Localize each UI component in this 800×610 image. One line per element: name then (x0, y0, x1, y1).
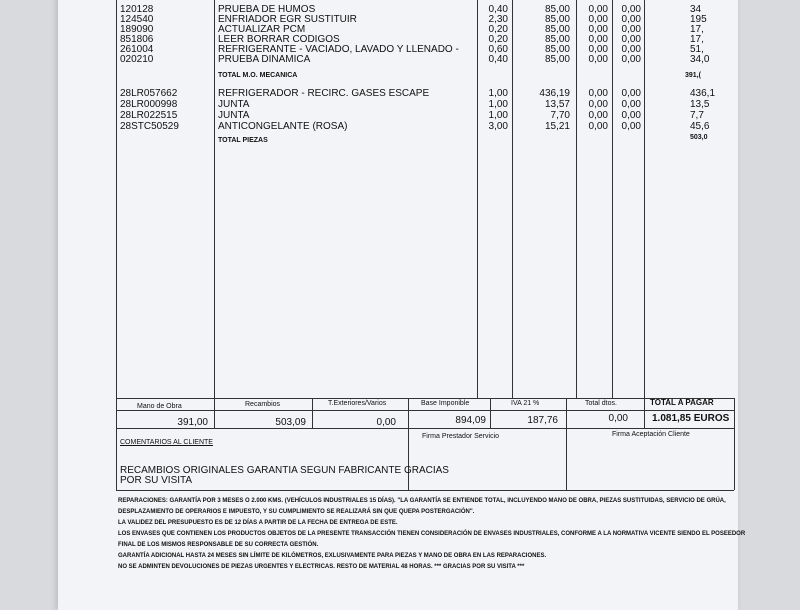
item-description: ENFRIADOR EGR SUSTITUIR (218, 14, 357, 25)
summary-divider (734, 398, 735, 490)
summary-divider (116, 398, 117, 490)
item-discount: 0,00 (588, 99, 608, 110)
item-total: 17, (690, 24, 704, 35)
column-divider (116, 0, 117, 398)
item-price: 7,70 (550, 110, 570, 121)
item-total: 7,7 (690, 110, 704, 121)
comment-text-line-1: RECAMBIOS ORIGINALES GARANTIA SEGUN FABRICANTE GRACIAS (120, 465, 449, 476)
item-price: 13,57 (544, 99, 570, 110)
column-divider (576, 0, 577, 398)
item-discount-2: 0,00 (621, 88, 641, 99)
summary-bottom-line (116, 428, 734, 429)
item-code: 28LR022515 (120, 110, 178, 121)
value-iva: 187,76 (527, 415, 558, 426)
item-total: 45,6 (690, 121, 710, 132)
header-total-dtos: Total dtos. (585, 400, 617, 407)
item-quantity: 0,20 (488, 34, 508, 45)
item-total: 51, (690, 44, 704, 55)
item-total: 436,1 (690, 88, 716, 99)
item-description: REFRIGERADOR - RECIRC. GASES ESCAPE (218, 88, 430, 99)
item-discount-2: 0,00 (621, 14, 641, 25)
summary-divider (490, 398, 491, 428)
item-total: 13,5 (690, 99, 710, 110)
summary-mid-line (116, 410, 734, 411)
item-description: ANTICONGELANTE (ROSA) (218, 121, 348, 132)
column-divider (214, 0, 215, 398)
column-divider (644, 0, 645, 398)
item-discount-2: 0,00 (621, 4, 641, 15)
column-divider (512, 0, 513, 398)
item-code: 189090 (120, 24, 154, 35)
item-description: LEER BORRAR CODIGOS (218, 34, 340, 45)
item-price: 436,19 (539, 88, 570, 99)
summary-divider (214, 398, 215, 428)
header-exteriores: T.Exteriores/Varios (328, 400, 387, 407)
item-discount: 0,00 (588, 24, 608, 35)
item-total: 17, (690, 34, 704, 45)
item-quantity: 1,00 (488, 110, 508, 121)
item-price: 85,00 (544, 44, 570, 55)
item-price: 15,21 (544, 121, 570, 132)
footer-line: GARANTÍA ADICIONAL HASTA 24 MESES SIN LÍMITE DE KILÓMETROS, EXLUSIVAMENTE PARA PIEZAS Y MANO DE OBRA EN LAS REPARACIONES. (118, 553, 547, 559)
summary-divider (566, 398, 567, 490)
item-discount: 0,00 (588, 121, 608, 132)
item-description: REFRIGERANTE - VACIADO, LAVADO Y LLENADO - (218, 44, 459, 55)
item-discount: 0,00 (588, 110, 608, 121)
item-quantity: 1,00 (488, 99, 508, 110)
comments-bottom-line (116, 490, 734, 491)
total-mo-value: 391,( (685, 72, 701, 79)
footer-line: LOS ENVASES QUE CONTIENEN LOS PRODUCTOS OBJETOS DE LA PRESENTE TRANSACCIÓN TIENEN CONSIDERACIÓN DE ENVASES INDUSTRIALES, CONFORME A LA NORMATIVA VICENTE SIENDO EL POSEEDOR (118, 531, 746, 537)
item-discount: 0,00 (588, 34, 608, 45)
value-base-imponible: 894,09 (455, 415, 486, 426)
value-exteriores: 0,00 (376, 417, 396, 428)
comentarios-label: COMENTARIOS AL CLIENTE (120, 439, 213, 446)
item-price: 85,00 (544, 4, 570, 15)
item-discount-2: 0,00 (621, 24, 641, 35)
item-quantity: 0,20 (488, 24, 508, 35)
item-discount: 0,00 (588, 4, 608, 15)
summary-divider (644, 398, 645, 428)
header-total-a-pagar: TOTAL A PAGAR (650, 398, 714, 407)
item-price: 85,00 (544, 14, 570, 25)
footer-line: NO SE ADMINTEN DEVOLUCIONES DE PIEZAS URGENTES Y ELECTRICAS. RESTO DE MATERIAL 48 HORAS. *** GRACIAS POR SU VISITA *** (118, 564, 525, 570)
item-quantity: 3,00 (488, 121, 508, 132)
item-code: 28LR057662 (120, 88, 178, 99)
item-description: JUNTA (218, 110, 250, 121)
item-price: 85,00 (544, 24, 570, 35)
summary-divider (408, 398, 409, 490)
item-quantity: 0,60 (488, 44, 508, 55)
item-price: 85,00 (544, 54, 570, 65)
item-quantity: 1,00 (488, 88, 508, 99)
item-code: 28LR000998 (120, 99, 178, 110)
value-mano-obra: 391,00 (177, 417, 208, 428)
summary-top-line (116, 398, 734, 399)
value-total-dtos: 0,00 (608, 413, 628, 424)
total-piezas-label: TOTAL PIEZAS (218, 137, 268, 144)
item-total: 195 (690, 14, 707, 25)
item-discount: 0,00 (588, 14, 608, 25)
header-recambios: Recambios (245, 401, 281, 408)
header-iva: IVA 21 % (511, 400, 540, 407)
comment-text-line-2: POR SU VISITA (120, 475, 193, 486)
summary-divider (312, 398, 313, 428)
footer-line: FINAL DE LOS MISMOS RESPONSABLE DE SU CORRECTA GESTIÓN. (118, 542, 319, 548)
footer-line: DESPLAZAMIENTO DE OPERARIOS E IMPUESTO, Y SU CUMPLIMIENTO SE REALIZARÁ SIN QUE QUEPA POSTERGACIÓN". (118, 509, 475, 515)
item-discount-2: 0,00 (621, 54, 641, 65)
footer-line: REPARACIONES: GARANTÍA POR 3 MESES O 2.000 KMS. (VEHÍCULOS INDUSTRIALES 15 DÍAS). "LA GARANTÍA SE ENTIENDE TOTAL, INCLUYENDO MANO DE OBRA, PIEZAS SUSTITUIDAS, SERVICIO DE GRÚA, (118, 498, 726, 504)
item-discount: 0,00 (588, 88, 608, 99)
item-discount-2: 0,00 (621, 34, 641, 45)
item-description: JUNTA (218, 99, 250, 110)
header-base-imponible: Base Imponible (421, 400, 470, 407)
item-code: 020210 (120, 54, 154, 65)
item-total: 34 (690, 4, 702, 15)
item-quantity: 2,30 (488, 14, 508, 25)
item-code: 124540 (120, 14, 154, 25)
item-total: 34,0 (690, 54, 710, 65)
header-mano-obra: Mano de Obra (137, 403, 182, 410)
item-discount: 0,00 (588, 44, 608, 55)
item-discount-2: 0,00 (621, 110, 641, 121)
item-code: 851806 (120, 34, 154, 45)
item-discount-2: 0,00 (621, 99, 641, 110)
item-description: PRUEBA DINAMICA (218, 54, 311, 65)
item-discount: 0,00 (588, 54, 608, 65)
value-total-a-pagar: 1.081,85 EUROS (652, 413, 730, 424)
footer-line: LA VALIDEZ DEL PRESUPUESTO ES DE 12 DÍAS A PARTIR DE LA FECHA DE ENTREGA DE ESTE. (118, 520, 398, 526)
item-quantity: 0,40 (488, 4, 508, 15)
total-mo-label: TOTAL M.O. MECANICA (218, 72, 298, 79)
total-piezas-value: 503,0 (690, 134, 708, 141)
item-quantity: 0,40 (488, 54, 508, 65)
item-price: 85,00 (544, 34, 570, 45)
item-description: ACTUALIZAR PCM (218, 24, 306, 35)
item-description: PRUEBA DE HUMOS (218, 4, 316, 15)
item-code: 261004 (120, 44, 154, 55)
item-discount-2: 0,00 (621, 44, 641, 55)
value-recambios: 503,09 (275, 417, 306, 428)
firma-prestador-label: Firma Prestador Servicio (422, 433, 500, 440)
firma-aceptacion-label: Firma Aceptación Cliente (612, 431, 690, 438)
item-code: 28STC50529 (120, 121, 179, 132)
item-discount-2: 0,00 (621, 121, 641, 132)
item-code: 120128 (120, 4, 154, 15)
